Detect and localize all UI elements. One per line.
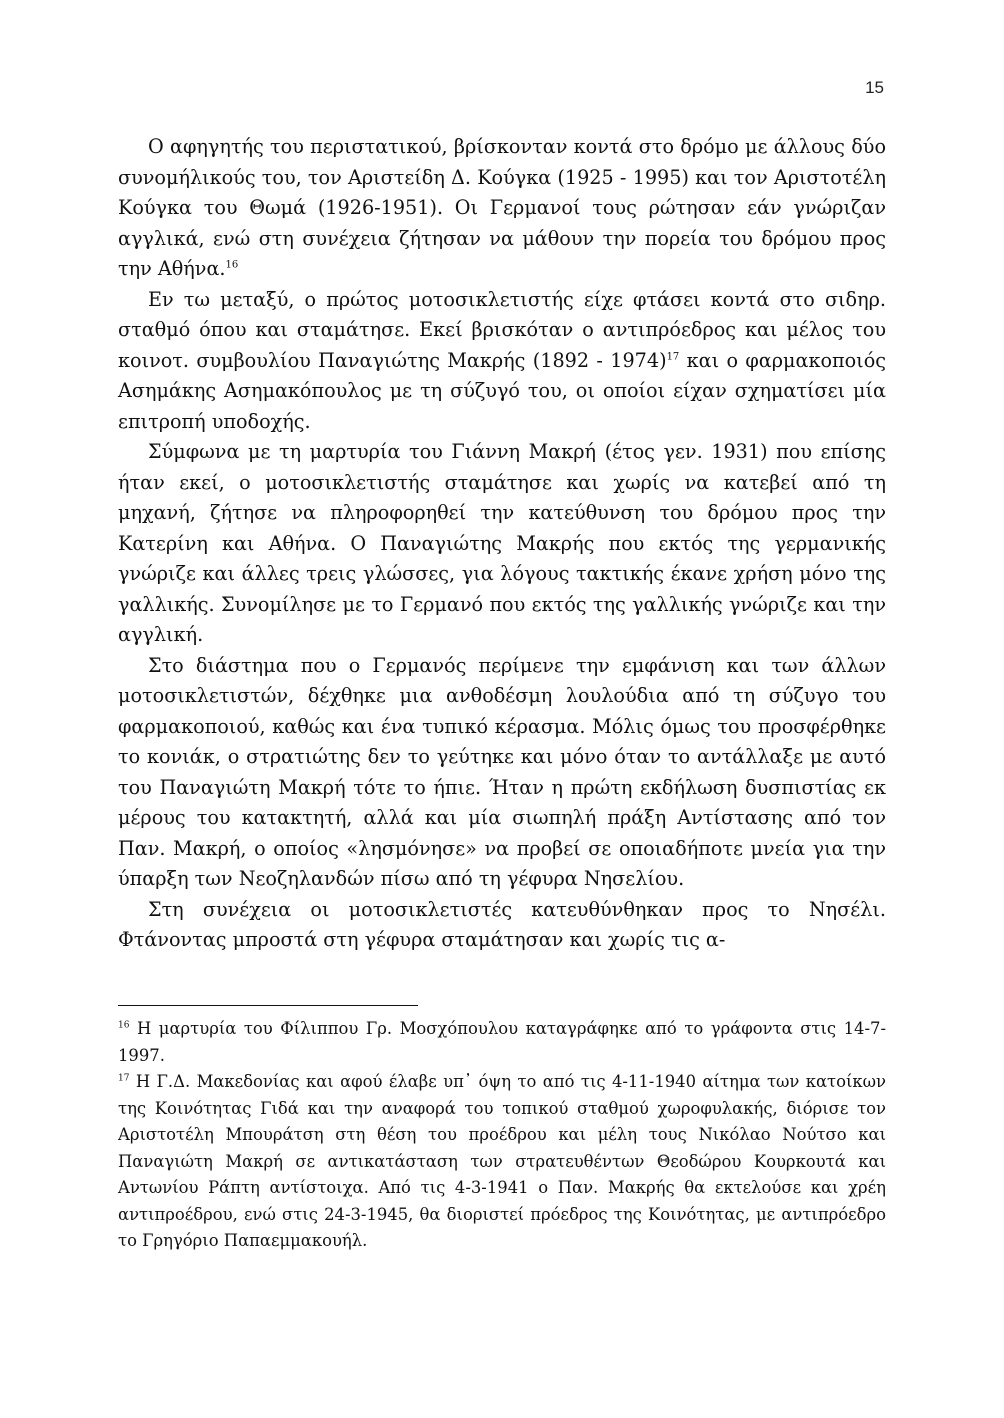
paragraph-text: Στο διάστημα που ο Γερμανός περίμενε την εμφάνιση και των άλλων μοτοσικλετιστών, δέχθηκε μια ανθοδέσμη λουλούδια από τη σύζυγο του φαρμακοποιού, καθώς και ένα τυπικό κέρασμα. Μόλις όμως του προσφέρθηκε το κονιάκ, ο στρατιώτης δεν το γεύτηκε και μόνο όταν το αντάλλαξε με αυτό του Παναγιώτη Μακρή τότε το ήπιε. Ήταν η πρώτη εκδήλωση δυσπιστίας εκ μέρους του κατακτητή, αλλά και μία σιωπηλή πράξη Αντίστασης από τον Παν. Μακρή, ο οποίος «λησμόνησε» να προβεί σε οποιαδήποτε μνεία για την ύπαρξη των Νεοζηλανδών πίσω από τη γέφυρα Νησελίου. bbox=[118, 653, 886, 890]
body-text bbox=[118, 132, 886, 956]
paragraph bbox=[118, 285, 886, 438]
footnote-text: Η μαρτυρία του Φίλιππου Γρ. Μοσχόπουλου καταγράφηκε από το γράφοντα στις 14-7-1997. bbox=[118, 1019, 886, 1065]
paragraph-text: Εν τω μεταξύ, ο πρώτος μοτοσικλετιστής είχε φτάσει κοντά στο σιδηρ. σταθμό όπου και σταμάτησε. Εκεί βρισκόταν ο αντιπρόεδρος και μέλος του κοινοτ. συμβουλίου Παναγιώτης Μακρής (1892 - 1974) bbox=[118, 287, 886, 372]
page-number: 15 bbox=[865, 78, 884, 97]
footnote-ref: 16 bbox=[225, 259, 239, 271]
paragraph bbox=[118, 651, 886, 895]
footnote-divider bbox=[118, 1005, 418, 1006]
paragraph-text: Σύμφωνα με τη μαρτυρία του Γιάννη Μακρή (έτος γεν. 1931) που επίσης ήταν εκεί, ο μοτοσικλετιστής σταμάτησε και χωρίς να κατεβεί από τη μηχανή, ζήτησε να πληροφορηθεί την κατεύθυνση του δρόμου προς την Κατερίνη και Αθήνα. Ο Παναγιώτης Μακρής που εκτός της γερμανικής γνώριζε και άλλες τρεις γλώσσες, για λόγους τακτικής έκανε χρήση μόνο της γαλλικής. Συνομίλησε με το Γερμανό που εκτός της γαλλικής γνώριζε και την αγγλική. bbox=[118, 440, 886, 646]
paragraph-text-continued: και ο φαρμακοποιός Ασημάκης Ασημακόπουλος με τη σύζυγό του, οι οποίοι είχαν σχηματίσει μία επιτροπή υποδοχής. bbox=[118, 348, 886, 433]
footnote bbox=[118, 1016, 886, 1069]
footnote-text: Η Γ.Δ. Μακεδονίας και αφού έλαβε υπ᾽ όψη το από τις 4-11-1940 αίτημα των κατοίκων της Κοινότητας Γιδά και την αναφορά του τοπικού σταθμού χωροφυλακής, διόρισε τον Αριστοτέλη Μπουράτση στη θέση του προέδρου και μέλη τους Νικόλαο Νούτσο και Παναγιώτη Μακρή σε αντικατάσταση των στρατευθέντων Θεοδώρου Κουρκουτά και Αντωνίου Ράπτη αντίστοιχα. Από τις 4-3-1941 ο Παν. Μακρής θα εκτελούσε και χρέη αντιπροέδρου, ενώ στις 24-3-1945, θα διοριστεί πρόεδρος της Κοινότητας, με αντιπρόεδρο το Γρηγόριο Παπαεμμακουήλ. bbox=[118, 1072, 886, 1250]
footnote-number: 16 bbox=[118, 1020, 130, 1031]
footnote bbox=[118, 1069, 886, 1255]
footnote-number: 17 bbox=[118, 1073, 130, 1084]
paragraph-text: Ο αφηγητής του περιστατικού, βρίσκονταν κοντά στο δρόμο με άλλους δύο συνομήλικούς του, τον Αριστείδη Δ. Κούγκα (1925 - 1995) και τον Αριστοτέλη Κούγκα του Θωμά (1926-1951). Οι Γερμανοί τους ρώτησαν εάν γνώριζαν αγγλικά, ενώ στη συνέχεια ζήτησαν να μάθουν την πορεία του δρόμου προς την Αθήνα. bbox=[118, 135, 886, 280]
footnotes bbox=[118, 1016, 886, 1255]
paragraph-text: Στη συνέχεια οι μοτοσικλετιστές κατευθύνθηκαν προς το Νησέλι. Φτάνοντας μπροστά στη γέφυρα σταμάτησαν και χωρίς τις α- bbox=[118, 897, 886, 951]
footnote-ref: 17 bbox=[666, 351, 680, 363]
paragraph bbox=[118, 132, 886, 285]
paragraph bbox=[118, 895, 886, 956]
paragraph bbox=[118, 437, 886, 651]
